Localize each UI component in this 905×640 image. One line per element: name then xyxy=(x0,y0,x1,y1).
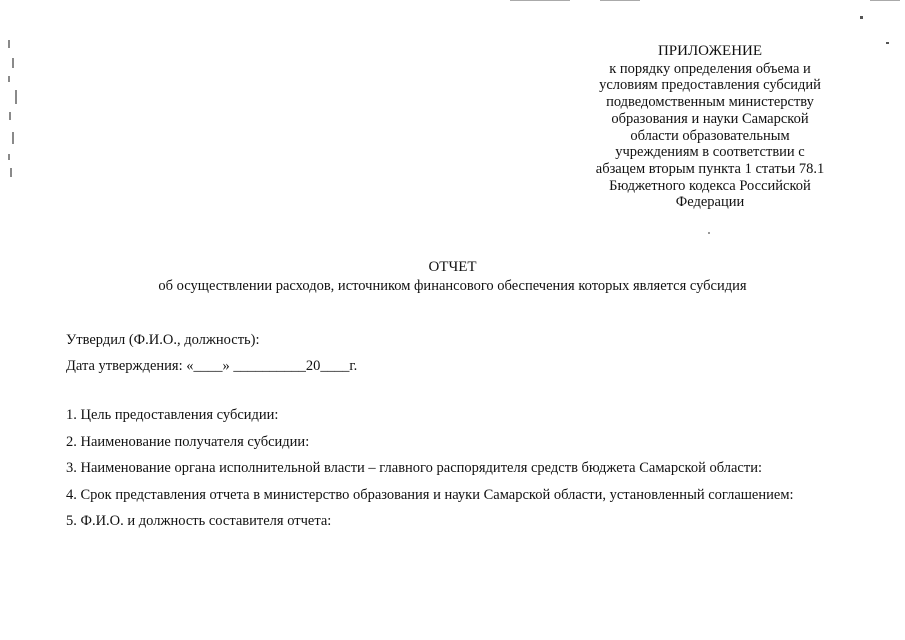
scan-line-top xyxy=(510,0,570,1)
item-subsidy-purpose: 1. Цель предоставления субсидии: xyxy=(66,407,279,423)
appendix-line: условиям предоставления субсидий xyxy=(599,77,821,94)
appendix-line: образования и науки Самарской xyxy=(611,110,809,127)
appendix-line: области образовательным xyxy=(630,127,790,144)
appendix-line: учреждениям в соответствии с xyxy=(615,144,805,161)
item-report-author: 5. Ф.И.О. и должность составителя отчета: xyxy=(66,513,332,529)
appendix-title: ПРИЛОЖЕНИЕ xyxy=(657,43,763,59)
report-title: ОТЧЕТ xyxy=(428,259,477,275)
approval-date-field xyxy=(66,357,357,375)
approval-date-label: Дата утверждения: « xyxy=(66,358,194,374)
scan-line-top xyxy=(600,0,640,1)
scan-line-top xyxy=(870,0,900,1)
scan-speck xyxy=(860,16,863,19)
approved-by-field: Утвердил (Ф.И.О., должность): xyxy=(66,332,260,348)
approval-date-year-prefix: 20 xyxy=(305,358,321,374)
appendix-line: абзацем вторым пункта 1 статьи 78.1 xyxy=(595,160,825,177)
item-executive-authority: 3. Наименование органа исполнительной власти – главного распорядителя средств бюджета Самарской области: xyxy=(66,460,762,476)
appendix-line: Федерации xyxy=(675,194,745,211)
scan-edge-marks xyxy=(6,40,18,180)
appendix-line: к порядку определения объема и xyxy=(609,60,811,77)
scan-speck xyxy=(708,232,710,234)
appendix-line: Бюджетного кодекса Российской xyxy=(609,177,811,194)
appendix-line: подведомственным министерству xyxy=(606,94,814,111)
scan-speck xyxy=(886,42,889,44)
approval-date-close-quote: » xyxy=(222,358,234,374)
approval-date-day-blank: ____ xyxy=(193,358,223,374)
appendix-block xyxy=(560,43,860,211)
approval-date-year-blank: ____ xyxy=(320,358,350,374)
approval-date-month-blank: __________ xyxy=(233,358,306,374)
item-report-deadline: 4. Срок представления отчета в министерство образования и науки Самарской области, установленный соглашением: xyxy=(66,487,794,503)
report-subtitle: об осуществлении расходов, источником финансового обеспечения которых является субсидия xyxy=(158,278,747,294)
approval-date-suffix: г. xyxy=(349,358,358,374)
item-recipient-name: 2. Наименование получателя субсидии: xyxy=(66,434,310,450)
